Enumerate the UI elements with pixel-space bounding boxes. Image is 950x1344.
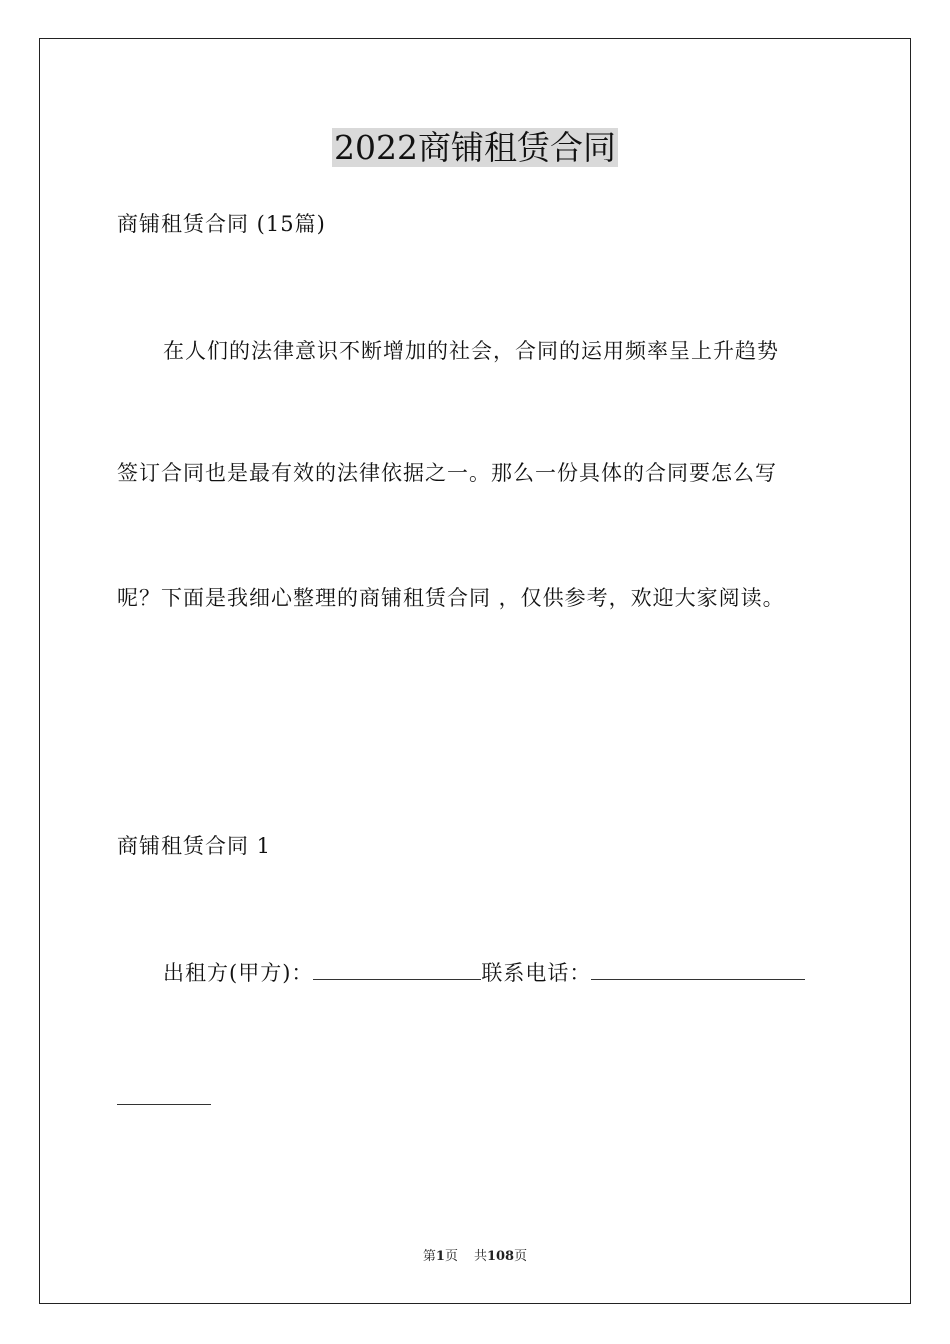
document-subtitle: 商铺租赁合同 (15篇) (117, 212, 326, 236)
intro-line-3: 呢？下面是我细心整理的商铺租赁合同 ，仅供参考，欢迎大家阅读。 (117, 586, 785, 610)
page-footer (0, 1248, 950, 1266)
lessor-phone-blank-continuation[interactable] (117, 1104, 211, 1105)
lessor-name-blank[interactable] (313, 957, 481, 980)
footer-total-pages: 108 (486, 1249, 515, 1264)
document-title-text: 2022商铺租赁合同 (334, 128, 616, 167)
footer-total-prefix: 共 (473, 1249, 487, 1264)
lessor-phone-blank[interactable] (591, 957, 805, 980)
lessor-phone-label: 联系电话： (481, 961, 592, 985)
footer-total-suffix: 页 (514, 1249, 528, 1264)
footer-page-prefix: 第 (422, 1249, 436, 1264)
footer-page-number: 1 (435, 1249, 445, 1264)
footer-page-suffix: 页 (444, 1249, 458, 1264)
lessor-row (163, 957, 805, 988)
intro-line-1: 在人们的法律意识不断增加的社会，合同的运用频率呈上升趋势 (163, 339, 779, 363)
lessor-label: 出租方(甲方)： (163, 961, 314, 985)
intro-line-2: 签订合同也是最有效的法律依据之一。那么一份具体的合同要怎么写 (117, 461, 777, 485)
section-heading: 商铺租赁合同 1 (117, 834, 272, 858)
document-title (0, 127, 950, 169)
